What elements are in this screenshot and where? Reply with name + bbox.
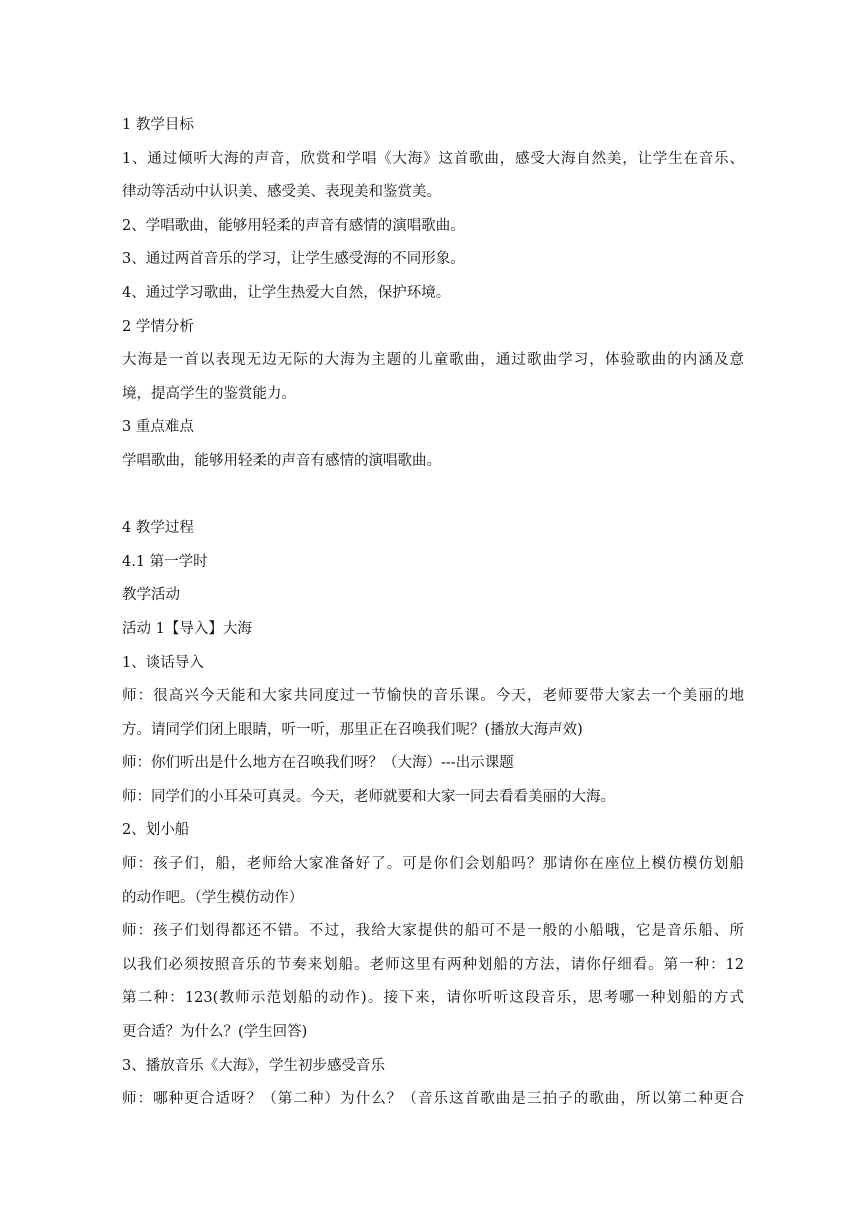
activity-heading: 活动 1【导入】大海: [122, 620, 252, 637]
section-heading-key-points: 3 重点难点: [122, 419, 194, 436]
paragraph-line: 3、通过两首音乐的学习，让学生感受海的不同形象。: [122, 251, 465, 268]
paragraph-line: 师：很高兴今天能和大家共同度过一节愉快的音乐课。今天，老师要带大家去一个美丽的地: [122, 688, 744, 705]
paragraph-line: 3、播放音乐《大海》，学生初步感受音乐: [122, 1057, 385, 1074]
section-heading-teaching-goals: 1 教学目标: [122, 117, 194, 133]
paragraph-line: 第二种：123(教师示范划船的动作)。接下来，请你听听这段音乐，思考哪一种划船的方式: [122, 990, 744, 1007]
blank-line: [122, 479, 744, 513]
paragraph-line: 师：孩子们划得都还不错。不过，我给大家提供的船可不是一般的小船哦，它是音乐船、所: [122, 923, 744, 940]
paragraph-line: 师：同学们的小耳朵可真灵。今天，老师就要和大家一同去看看美丽的大海。: [122, 788, 615, 805]
paragraph-line: 以我们必须按照音乐的节奏来划船。老师这里有两种划船的方法，请你仔细看。第一种：12: [122, 956, 744, 973]
paragraph-line: 1、谈话导入: [122, 654, 204, 671]
paragraph-line: 师：你们听出是什么地方在召唤我们呀？（大海）---出示课题: [122, 755, 514, 772]
paragraph-line: 2、划小船: [122, 822, 190, 839]
paragraph-line: 方。请同学们闭上眼睛，听一听，那里正在召唤我们呢？(播放大海声效): [122, 721, 583, 738]
paragraph-line: 更合适？为什么？(学生回答): [122, 1024, 308, 1041]
paragraph-line: 律动等活动中认识美、感受美、表现美和鉴赏美。: [122, 184, 441, 201]
document-body: [122, 109, 744, 1117]
subsection-heading: 4.1 第一学时: [122, 553, 208, 570]
section-heading-teaching-process: 4 教学过程: [122, 520, 194, 537]
paragraph-line: 境，提高学生的鉴赏能力。: [122, 385, 296, 402]
paragraph-line: 1、通过倾听大海的声音，欣赏和学唱《大海》这首歌曲，感受大海自然美，让学生在音乐、: [122, 150, 744, 167]
paragraph-line: 师：哪种更合适呀？（第二种）为什么？（音乐这首歌曲是三拍子的歌曲，所以第二种更合: [122, 1091, 744, 1108]
paragraph-line: 的动作吧。（学生模仿动作）: [122, 889, 304, 906]
paragraph-line: 2、学唱歌曲，能够用轻柔的声音有感情的演唱歌曲。: [122, 217, 465, 234]
paragraph-line: 大海是一首以表现无边无际的大海为主题的儿童歌曲，通过歌曲学习，体验歌曲的内涵及意: [122, 352, 744, 369]
paragraph-line: 4、通过学习歌曲，让学生热爱大自然，保护环境。: [122, 284, 451, 301]
paragraph-line: 师：孩子们，船，老师给大家准备好了。可是你们会划船吗？那请你在座位上模仿模仿划船: [122, 856, 744, 873]
paragraph-line: 教学活动: [122, 587, 180, 604]
section-heading-student-analysis: 2 学情分析: [122, 318, 194, 335]
paragraph-line: 学唱歌曲，能够用轻柔的声音有感情的演唱歌曲。: [122, 452, 441, 469]
